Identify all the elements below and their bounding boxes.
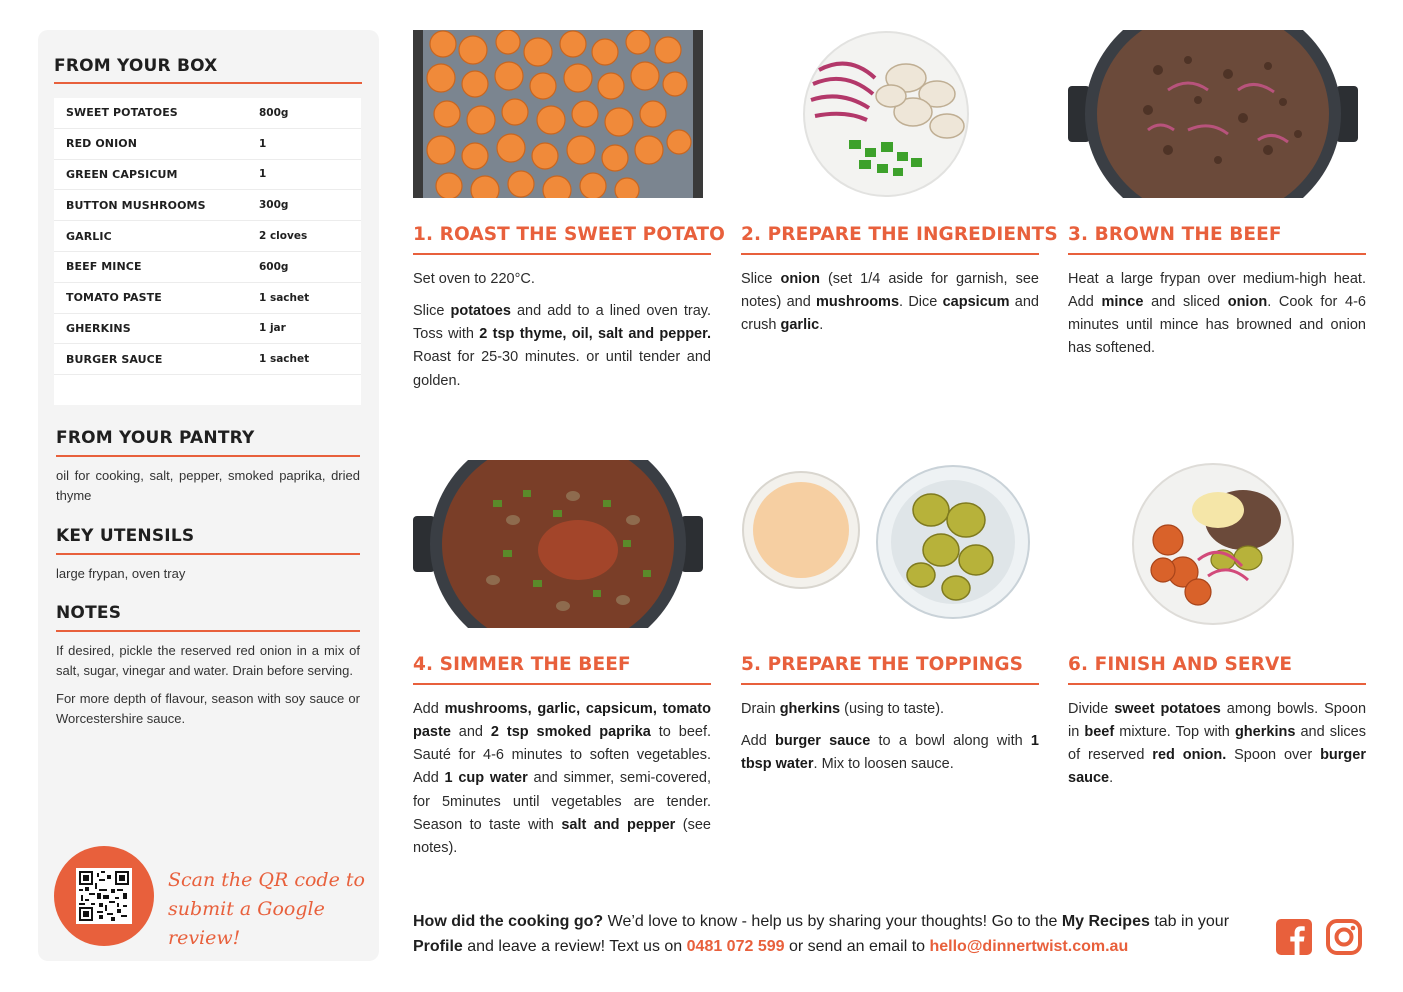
finished-bowl-photo bbox=[1068, 460, 1358, 628]
email-link[interactable]: hello@dinnertwist.com.au bbox=[929, 938, 1129, 955]
ingredient-qty: 300g bbox=[259, 199, 289, 212]
pantry-text: oil for cooking, salt, pepper, smoked paprika, dried thyme bbox=[56, 468, 360, 503]
simmering-beef-frypan-photo bbox=[413, 460, 703, 628]
text-run: . Dice bbox=[899, 293, 943, 310]
facebook-icon[interactable] bbox=[1275, 918, 1313, 956]
step-title: 6. FINISH AND SERVE bbox=[1068, 654, 1293, 675]
bold-ingredient: onion bbox=[780, 270, 820, 287]
instagram-icon[interactable] bbox=[1325, 918, 1363, 956]
text-run: (set 1/4 aside for garnish, see notes) and bbox=[741, 270, 1039, 310]
bold-ingredient: capsicum bbox=[942, 293, 1010, 310]
ingredient-row bbox=[54, 98, 361, 129]
ingredient-row bbox=[54, 283, 361, 314]
step-text bbox=[413, 698, 711, 861]
utensils-text: large frypan, oven tray bbox=[56, 566, 186, 581]
text-run: and slices of reserved bbox=[1068, 723, 1366, 764]
text-run: . bbox=[819, 317, 824, 334]
step-instructions bbox=[741, 698, 1039, 777]
ingredient-name: GARLIC bbox=[66, 229, 112, 243]
divider bbox=[741, 253, 1039, 255]
text-run: and bbox=[450, 723, 491, 740]
chopped-vegetables-plate-photo bbox=[741, 30, 1031, 198]
text-run: and simmer, semi-covered, for 5minutes until vegetables are tender. Season to taste with bbox=[413, 770, 711, 833]
bold-ingredient: gherkins bbox=[779, 700, 841, 717]
divider bbox=[741, 683, 1039, 685]
text-run: or send an email to bbox=[784, 938, 930, 955]
footer-question: How did the cooking go? bbox=[413, 913, 604, 930]
bold-ingredient: potatoes bbox=[450, 302, 511, 319]
bold-ingredient: mushrooms, garlic, capsicum, tomato paste bbox=[413, 700, 711, 740]
text-run: Heat a large frypan over medium-high heat. Add bbox=[1068, 270, 1366, 310]
ingredient-row bbox=[54, 344, 361, 375]
step-2 bbox=[741, 30, 1058, 337]
divider bbox=[413, 683, 711, 685]
pantry-section bbox=[56, 428, 360, 506]
text-run: and add to a lined oven tray. Toss with bbox=[413, 302, 711, 343]
text-run: among bowls. Spoon in bbox=[1068, 700, 1367, 740]
text-run: Spoon over bbox=[1226, 747, 1321, 764]
ingredient-row bbox=[54, 221, 361, 252]
bold-ingredient: garlic bbox=[780, 317, 820, 334]
my-recipes-label: My Recipes bbox=[1061, 913, 1150, 930]
utensils-section bbox=[56, 526, 360, 584]
bold-ingredient: mushrooms bbox=[816, 293, 900, 310]
step-text bbox=[1068, 698, 1366, 791]
ingredient-qty: 1 bbox=[259, 168, 267, 181]
text-run: and sliced bbox=[1143, 293, 1228, 310]
step-text bbox=[413, 300, 711, 393]
bold-ingredient: burger sauce bbox=[1068, 747, 1366, 787]
text-run: Divide bbox=[1068, 700, 1115, 717]
notes-section bbox=[56, 603, 360, 729]
bold-ingredient: beef bbox=[1084, 723, 1115, 740]
ingredient-name: BEEF MINCE bbox=[66, 260, 142, 274]
utensils-title: KEY UTENSILS bbox=[56, 526, 195, 546]
ingredient-qty: 2 cloves bbox=[259, 230, 308, 243]
bold-ingredient: salt and pepper bbox=[561, 816, 676, 833]
step-text: Set oven to 220°C. bbox=[413, 270, 535, 287]
text-run: to beef. Sauté for 4-6 minutes to soften vegetables. Add bbox=[413, 723, 712, 787]
ingredient-row bbox=[54, 314, 361, 345]
step-title: 1. ROAST THE SWEET POTATO bbox=[413, 224, 725, 245]
divider bbox=[1068, 253, 1366, 255]
text-run: (using to taste). bbox=[840, 700, 945, 717]
ingredient-qty: 600g bbox=[259, 260, 289, 273]
step-text bbox=[1068, 268, 1366, 361]
qr-code-icon[interactable] bbox=[76, 868, 132, 924]
ingredient-name: SWEET POTATOES bbox=[66, 106, 178, 120]
text-run: and crush bbox=[741, 293, 1039, 334]
text-run: Roast for 25-30 minutes. or until tender and golden. bbox=[413, 349, 711, 389]
bold-ingredient: burger sauce bbox=[775, 732, 871, 749]
step-title: 4. SIMMER THE BEEF bbox=[413, 654, 631, 675]
text-run: tab in your bbox=[1149, 913, 1230, 930]
text-run: . Cook for 4-6 minutes until mince has browned and onion has softened. bbox=[1068, 293, 1366, 357]
bold-ingredient: 2 tsp smoked paprika bbox=[490, 723, 651, 740]
text-run: (see notes). bbox=[413, 816, 711, 857]
divider bbox=[56, 455, 360, 457]
step-title: 5. PREPARE THE TOPPINGS bbox=[741, 654, 1024, 675]
ingredient-qty: 800g bbox=[259, 106, 289, 119]
step-4 bbox=[413, 460, 711, 861]
profile-label: Profile bbox=[413, 938, 463, 955]
bold-ingredient: red onion. bbox=[1152, 747, 1227, 764]
pantry-title: FROM YOUR PANTRY bbox=[56, 428, 255, 448]
sidebar-panel bbox=[38, 30, 379, 961]
from-your-box-heading bbox=[54, 56, 362, 84]
phone-link[interactable]: 0481 072 599 bbox=[686, 938, 785, 955]
step-instructions bbox=[1068, 268, 1366, 361]
text-run: Slice bbox=[413, 302, 451, 319]
step-1 bbox=[413, 30, 725, 393]
ingredient-row bbox=[54, 129, 361, 160]
bold-ingredient: onion bbox=[1227, 293, 1268, 310]
divider bbox=[56, 553, 360, 555]
step-title: 3. BROWN THE BEEF bbox=[1068, 224, 1282, 245]
ingredient-row bbox=[54, 160, 361, 191]
bold-ingredient: 2 tsp thyme, oil, salt and pepper. bbox=[479, 326, 711, 343]
note-text: If desired, pickle the reserved red onion in a mix of salt, sugar, vinegar and water. Drain before serving. bbox=[56, 643, 360, 678]
ingredient-qty: 1 sachet bbox=[259, 291, 310, 304]
qr-caption-line: Scan the QR code to bbox=[168, 869, 365, 891]
bold-ingredient: 1 cup water bbox=[444, 770, 528, 787]
step-6 bbox=[1068, 460, 1366, 791]
divider bbox=[54, 82, 362, 84]
roasted-sweet-potato-tray-photo bbox=[413, 30, 703, 198]
step-title: 2. PREPARE THE INGREDIENTS bbox=[741, 224, 1058, 245]
step-3 bbox=[1068, 30, 1366, 361]
text-run: to a bowl along with bbox=[870, 732, 1031, 749]
text-run: mixture. Top with bbox=[1114, 723, 1235, 740]
text-run: Add bbox=[413, 700, 445, 717]
ingredient-name: BUTTON MUSHROOMS bbox=[66, 198, 206, 212]
feedback-footer bbox=[413, 909, 1263, 959]
text-run: Add bbox=[741, 732, 776, 749]
ingredient-row bbox=[54, 190, 361, 221]
ingredient-name: BURGER SAUCE bbox=[66, 352, 163, 366]
ingredient-qty: 1 bbox=[259, 137, 267, 150]
ingredient-name: RED ONION bbox=[66, 137, 138, 151]
bold-ingredient: gherkins bbox=[1234, 723, 1296, 740]
ingredient-name: GREEN CAPSICUM bbox=[66, 167, 178, 181]
text-run: We’d love to know - help us by sharing your thoughts! Go to the bbox=[603, 913, 1062, 930]
step-instructions bbox=[413, 268, 711, 393]
text-run: Slice bbox=[741, 270, 781, 287]
bold-ingredient: sweet potatoes bbox=[1114, 700, 1221, 717]
text-run: . bbox=[1109, 770, 1114, 787]
divider bbox=[56, 630, 360, 632]
beef-onion-frypan-photo bbox=[1068, 30, 1358, 198]
ingredient-row bbox=[54, 252, 361, 283]
step-5 bbox=[741, 460, 1039, 776]
step-text bbox=[741, 698, 1039, 721]
step-text bbox=[741, 268, 1039, 338]
bold-ingredient: 1 tbsp water bbox=[741, 732, 1039, 773]
step-text bbox=[741, 730, 1039, 777]
box-title: FROM YOUR BOX bbox=[54, 56, 218, 76]
qr-code-badge[interactable] bbox=[54, 846, 154, 946]
note-text: For more depth of flavour, season with soy sauce or Worcestershire sauce. bbox=[56, 691, 360, 726]
divider bbox=[413, 253, 711, 255]
qr-caption bbox=[168, 866, 368, 953]
text-run: and leave a review! Text us on bbox=[462, 938, 687, 955]
ingredient-name: TOMATO PASTE bbox=[66, 291, 162, 305]
text-run: Drain bbox=[741, 700, 780, 717]
divider bbox=[1068, 683, 1366, 685]
ingredient-name: GHERKINS bbox=[66, 321, 131, 335]
step-instructions bbox=[1068, 698, 1366, 791]
sauce-and-gherkins-bowls-photo bbox=[741, 460, 1031, 628]
qr-caption-line: submit a Google review! bbox=[168, 898, 325, 949]
ingredient-qty: 1 jar bbox=[259, 322, 286, 335]
ingredients-table bbox=[54, 98, 361, 405]
step-instructions bbox=[741, 268, 1039, 338]
text-run: . Mix to loosen sauce. bbox=[813, 756, 954, 773]
bold-ingredient: mince bbox=[1101, 293, 1144, 310]
step-instructions bbox=[413, 698, 711, 861]
ingredient-qty: 1 sachet bbox=[259, 353, 310, 366]
notes-title: NOTES bbox=[56, 603, 122, 623]
